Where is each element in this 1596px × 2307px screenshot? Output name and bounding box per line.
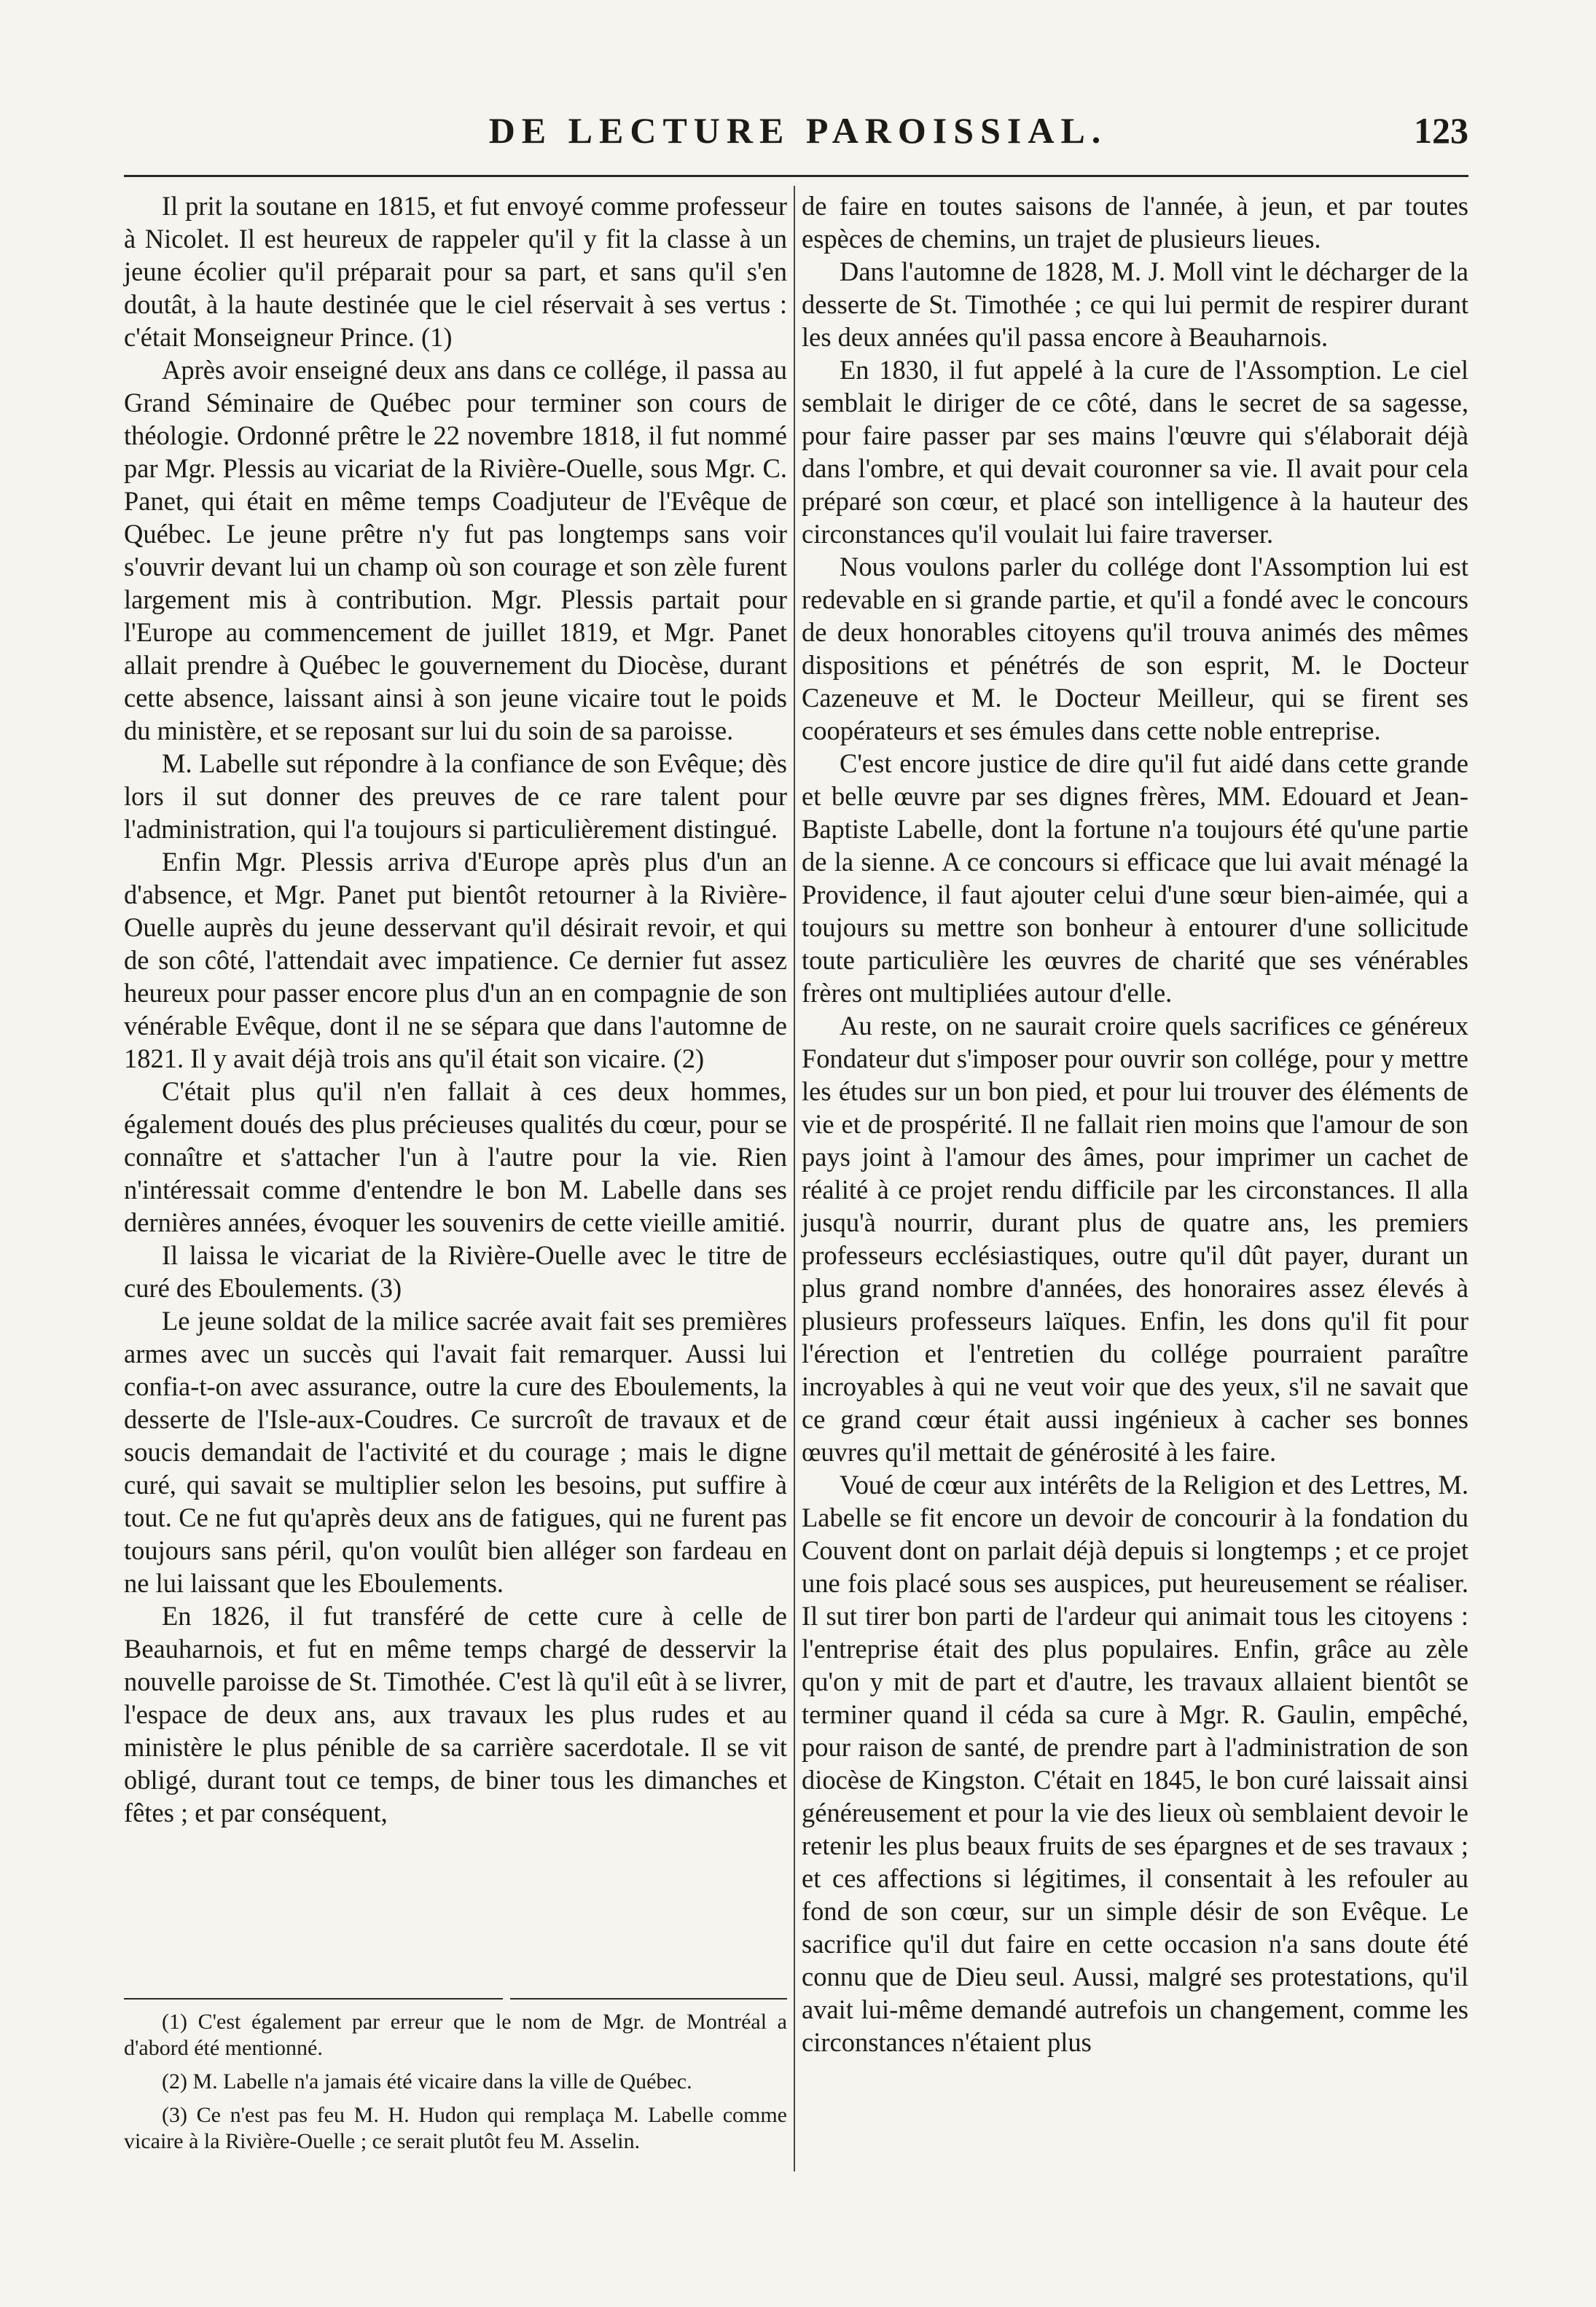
right-column: [802, 189, 1468, 2059]
footnote: (2) M. Labelle n'a jamais été vicaire dans la ville de Québec.: [162, 2069, 692, 2093]
paragraph: Au reste, on ne saurait croire quels sacrifices ce généreux Fondateur dut s'imposer pour ouvrir son collége, pour y mettre les études sur un bon pied, et pour lui trouver des éléments de vie et de prospérité. Il ne fallait rien moins que l'amour de son pays joint à l'amour des âmes, pour imprimer un cachet de réalité à ce projet rendu difficile par les circonstances. Il alla jusqu'à nourrir, durant plus de quatre ans, les premiers professeurs ecclésiastiques, outre qu'il dût payer, durant un plus grand nombre d'années, des honoraires assez élevés à plusieurs professeurs laïques. Enfin, les dons qu'il fit pour l'érection et l'entretien du collége pourraient paraître incroyables à qui ne veut voir que des yeux, s'il ne savait que ce grand cœur était aussi ingénieux à cacher ses bonnes œuvres qu'il mettait de générosité à les faire.: [802, 1011, 1468, 1467]
paragraph: En 1830, il fut appelé à la cure de l'Assomption. Le ciel semblait le diriger de ce côté, dans le secret de sa sagesse, pour faire passer par ses mains l'œuvre qui s'élaborait déjà dans l'ombre, et qui devait couronner sa vie. Il avait pour cela préparé son cœur, et placé son intelligence à la hauteur des circonstances qu'il voulait lui faire traverser.: [802, 355, 1468, 549]
page-number: 123: [1414, 110, 1468, 151]
paragraph: Dans l'automne de 1828, M. J. Moll vint le décharger de la desserte de St. Timothée ; ce qui lui permit de respirer durant les deux années qu'il passa encore à Beauharnois.: [802, 256, 1468, 352]
header-rule: [124, 175, 1468, 177]
paragraph: Enfin Mgr. Plessis arriva d'Europe après plus d'un an d'absence, et Mgr. Panet put bientôt retourner à la Rivière-Ouelle auprès du jeune desservant qu'il désirait revoir, et qui de son côté, l'attendait avec impatience. Ce dernier fut assez heureux pour passer encore plus d'un an en compagnie de son vénérable Evêque, dont il ne se sépara que dans l'automne de 1821. Il y avait déjà trois ans qu'il était son vicaire. (2): [124, 847, 787, 1073]
running-title: DE LECTURE PAROISSIAL.: [488, 110, 1108, 151]
footnote-rule: [510, 1998, 787, 1999]
footnotes: [124, 2009, 787, 2162]
left-column: [124, 189, 787, 1829]
paragraph: Il laissa le vicariat de la Rivière-Ouelle avec le titre de curé des Eboulements. (3): [124, 1240, 787, 1303]
paragraph: Il prit la soutane en 1815, et fut envoyé comme professeur à Nicolet. Il est heureux de rappeler qu'il y fit la classe à un jeune écolier qu'il préparait pour sa part, et sans qu'il s'en doutât, à la haute destinée que le ciel réservait à ses vertus : c'était Monseigneur Prince. (1): [124, 191, 787, 352]
column-divider: [794, 186, 795, 2171]
footnote: (1) C'est également par erreur que le nom de Mgr. de Montréal a d'abord été mentionné.: [124, 2010, 787, 2060]
paragraph: de faire en toutes saisons de l'année, à jeun, et par toutes espèces de chemins, un trajet de plusieurs lieues.: [802, 191, 1468, 254]
paragraph: Le jeune soldat de la milice sacrée avait fait ses premières armes avec un succès qui l'avait fait remarquer. Aussi lui confia-t-on avec assurance, outre la cure des Eboulements, la desserte de l'Isle-aux-Coudres. Ce surcroît de travaux et de soucis demandait de l'activité et du courage ; mais le digne curé, qui savait se multiplier selon les besoins, put suffire à tout. Ce ne fut qu'après deux ans de fatigues, qui ne furent pas toujours sans péril, qu'on voulût bien alléger son fardeau en ne lui laissant que les Eboulements.: [124, 1306, 787, 1598]
paragraph: Voué de cœur aux intérêts de la Religion et des Lettres, M. Labelle se fit encore un devoir de concourir à la fondation du Couvent dont on parlait déjà depuis si longtemps ; et ce projet une fois placé sous ses auspices, put heureusement se réaliser. Il sut tirer bon parti de l'ardeur qui animait tous les citoyens : l'entreprise était des plus populaires. Enfin, grâce au zèle qu'on y mit de part et d'autre, les travaux allaient bientôt se terminer quand il céda sa cure à Mgr. R. Gaulin, empêché, pour raison de santé, de prendre part à l'administration de son diocèse de Kingston. C'était en 1845, le bon curé laissait ainsi généreusement et pour la vie des lieux où semblaient devoir le retenir les plus beaux fruits de ses épargnes et de ses travaux ; et ces affections si légitimes, il consentait à les refouler au fond de son cœur, sur un simple désir de son Evêque. Le sacrifice qu'il dut faire en cette occasion n'a sans doute été connu que de Dieu seul. Aussi, malgré ses protestations, qu'il avait lui-même demandé autrefois un changement, comme les circonstances n'étaient plus: [802, 1470, 1468, 2057]
paragraph: M. Labelle sut répondre à la confiance de son Evêque; dès lors il sut donner des preuves de ce rare talent pour l'administration, qui l'a toujours si particulièrement distingué.: [124, 748, 787, 844]
footnote-rule: [124, 1998, 503, 1999]
paragraph: C'était plus qu'il n'en fallait à ces deux hommes, également doués des plus précieuses qualités du cœur, pour se connaître et s'attacher l'un à l'autre pour la vie. Rien n'intéressait comme d'entendre le bon M. Labelle dans ses dernières années, évoquer les souvenirs de cette vieille amitié.: [124, 1076, 787, 1237]
paragraph: Après avoir enseigné deux ans dans ce collége, il passa au Grand Séminaire de Québec pour terminer son cours de théologie. Ordonné prêtre le 22 novembre 1818, il fut nommé par Mgr. Plessis au vicariat de la Rivière-Ouelle, sous Mgr. C. Panet, qui était en même temps Coadjuteur de l'Evêque de Québec. Le jeune prêtre n'y fut pas longtemps sans voir s'ouvrir devant lui un champ où son courage et son zèle furent largement mis à contribution. Mgr. Plessis partait pour l'Europe au commencement de juillet 1819, et Mgr. Panet allait prendre à Québec le gouvernement du Diocèse, durant cette absence, laissant ainsi à son jeune vicaire tout le poids du ministère, et se reposant sur lui du soin de sa paroisse.: [124, 355, 787, 745]
footnote: (3) Ce n'est pas feu M. H. Hudon qui remplaça M. Labelle comme vicaire à la Rivière-Ouelle ; ce serait plutôt feu M. Asselin.: [124, 2103, 787, 2153]
paragraph: En 1826, il fut transféré de cette cure à celle de Beauharnois, et fut en même temps chargé de desservir la nouvelle paroisse de St. Timothée. C'est là qu'il eût à se livrer, l'espace de deux ans, aux travaux les plus rudes et au ministère le plus pénible de sa carrière sacerdotale. Il se vit obligé, durant tout ce temps, de biner tous les dimanches et fêtes ; et par conséquent,: [124, 1601, 787, 1828]
paragraph: Nous voulons parler du collége dont l'Assomption lui est redevable en si grande partie, et qu'il a fondé avec le concours de deux honorables citoyens qu'il trouva animés des mêmes dispositions et pénétrés de son esprit, M. le Docteur Cazeneuve et M. le Docteur Meilleur, qui se firent ses coopérateurs et ses émules dans cette noble entreprise.: [802, 552, 1468, 745]
paragraph: C'est encore justice de dire qu'il fut aidé dans cette grande et belle œuvre par ses dignes frères, MM. Edouard et Jean-Baptiste Labelle, dont la fortune n'a toujours été qu'une partie de la sienne. A ce concours si efficace que lui avait ménagé la Providence, il faut ajouter celui d'une sœur bien-aimée, qui a toujours su mettre son bonheur à entourer d'une sollicitude toute particulière les œuvres de charité que ses vénérables frères ont multipliées autour d'elle.: [802, 748, 1468, 1008]
